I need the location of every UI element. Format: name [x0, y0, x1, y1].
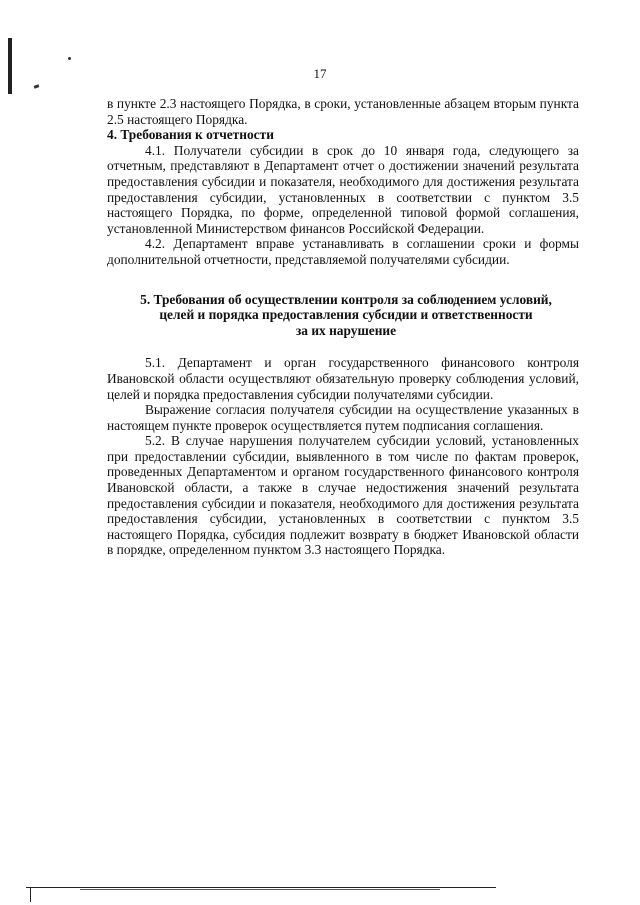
- footer-rule: [80, 889, 440, 890]
- section-5-title-line: 5. Требования об осуществлении контроля за соблюдением условий,: [140, 291, 552, 307]
- section-4-title: 4. Требования к отчетности: [107, 127, 274, 143]
- page-number: 17: [313, 66, 327, 81]
- intro-paragraph: в пункте 2.3 настоящего Порядка, в сроки, установленные абзацем вторым пункта 2.5 настоящего Порядка.: [107, 96, 579, 127]
- scan-speck: [34, 84, 40, 89]
- paragraph-5-2: 5.2. В случае нарушения получателем субсидии условий, установленных при предоставлении субсидии, выявленного в том числе по фактам проверок, проведенных Департаментом и органом государственного финансового контроля Ивановской области, а также в случае недостижения значений результата предоставления субсидии и показателя, необходимого для достижения результата предоставления субсидии, установленных в соответствии с пунктом 3.5 настоящего Порядка, субсидия подлежит возврату в бюджет Ивановской области в порядке, определенном пунктом 3.3 настоящего Порядка.: [107, 433, 579, 558]
- scan-speck: [68, 57, 71, 60]
- paragraph-4-2: 4.2. Департамент вправе устанавливать в соглашении сроки и формы дополнительной отчетности, представляемой получателями субсидии.: [107, 236, 579, 267]
- paragraph-4-1: 4.1. Получатели субсидии в срок до 10 января года, следующего за отчетным, представляют в Департамент отчет о достижении значений результата предоставления субсидии и показателя, необходимого для достижения результата предоставления субсидии, установленных в соответствии с пунктом 3.5 настоящего Порядка, по форме, определенной типовой формой соглашения, установленной Министерством финансов Российской Федерации.: [107, 142, 579, 236]
- section-5-title-line: целей и порядка предоставления субсидии и ответственности: [159, 307, 533, 323]
- paragraph-5-1-consent: Выражение согласия получателя субсидии на осуществление указанных в настоящем пункте проверок осуществляется путем подписания соглашения.: [107, 402, 579, 433]
- footer-mark: [30, 888, 31, 902]
- section-5-title-line: за их нарушение: [295, 322, 397, 338]
- paragraph-5-1: 5.1. Департамент и орган государственного финансового контроля Ивановской области осуществляют обязательную проверку соблюдения условий, целей и порядка предоставления субсидии получателями субсидии.: [107, 355, 579, 402]
- footer-rule: [26, 887, 496, 888]
- section-5-title: [107, 292, 579, 339]
- document-body: [107, 96, 579, 558]
